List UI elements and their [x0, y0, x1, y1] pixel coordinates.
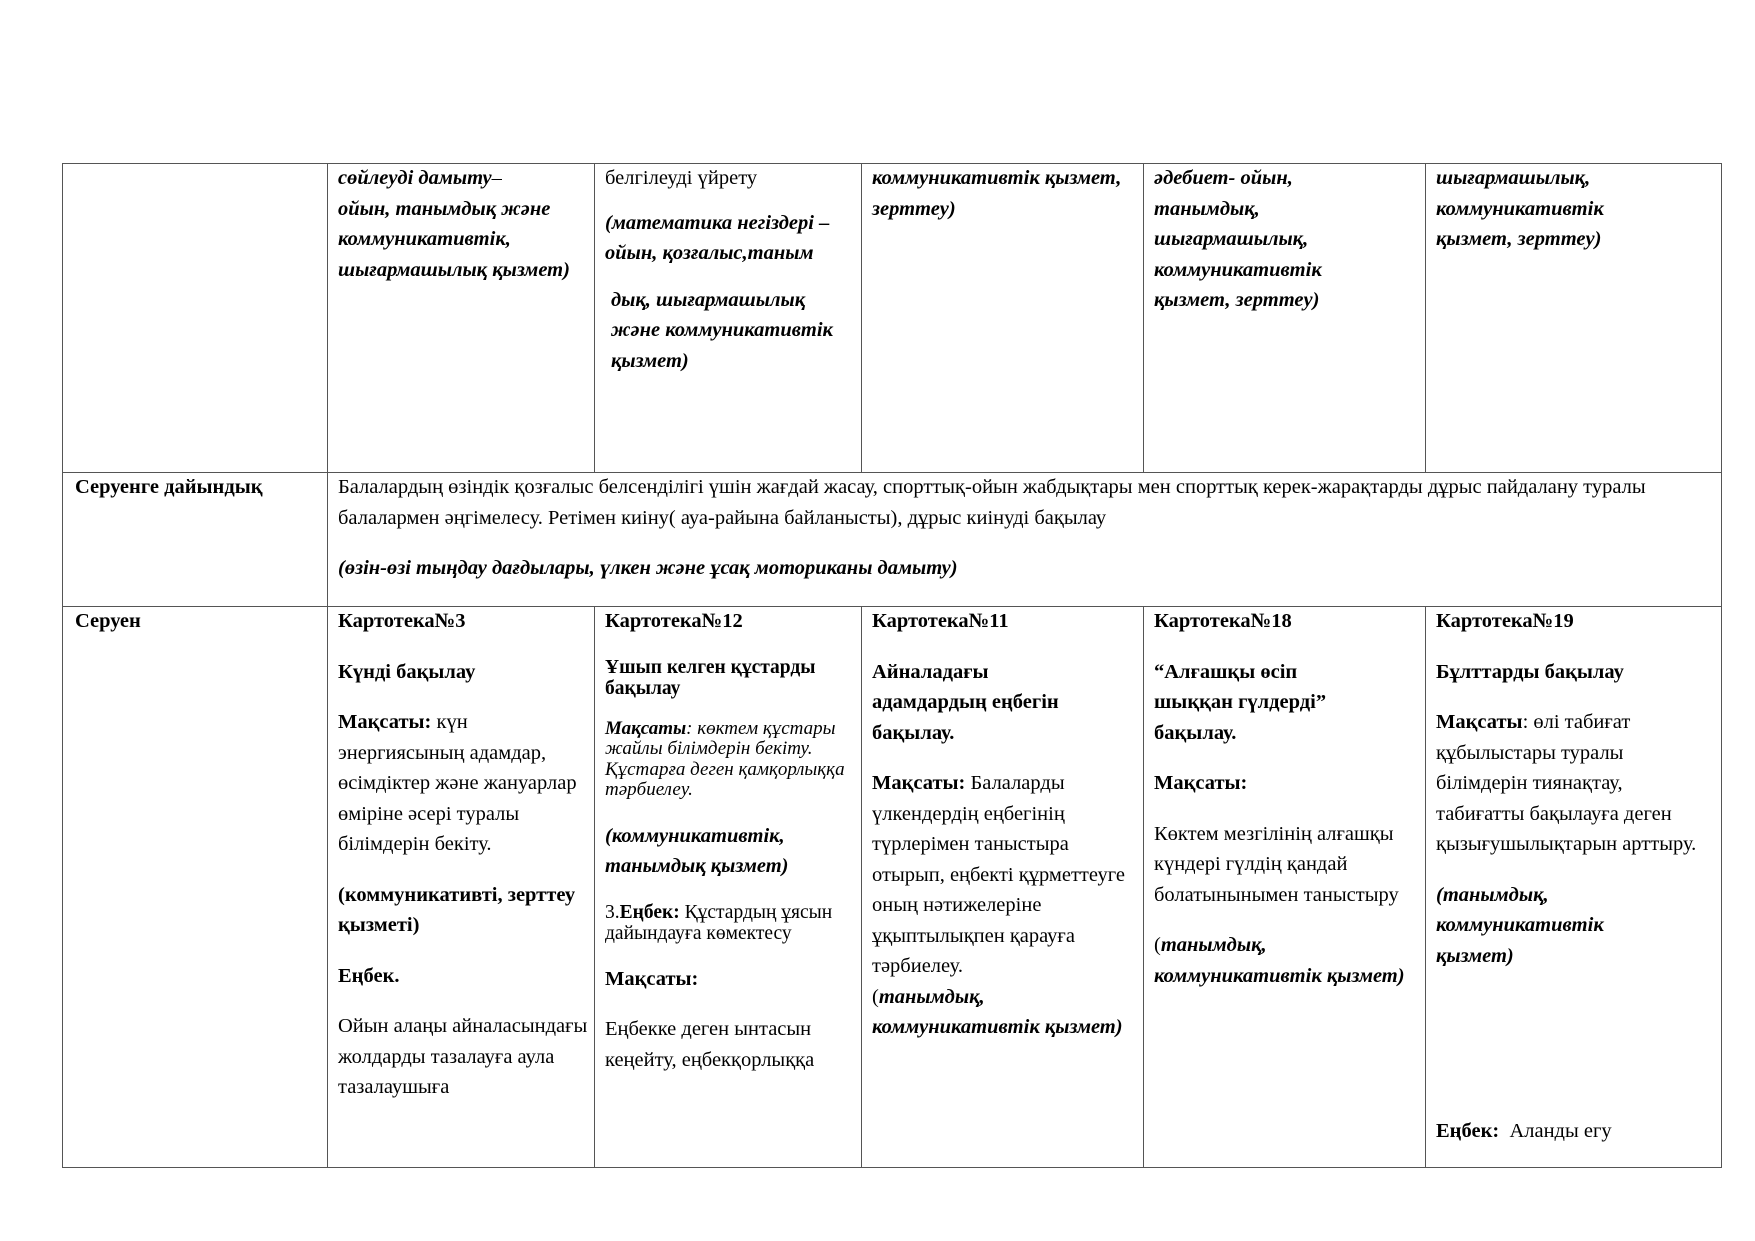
- column-divider: [327, 164, 328, 1167]
- row1-col1-cell: [338, 163, 588, 305]
- row3-col4-cell: [1154, 606, 1419, 1011]
- row3-label: Серуен: [75, 610, 141, 632]
- row3-col2-work-num: 3.: [605, 901, 620, 923]
- row1-col3-cell: [872, 163, 1137, 244]
- row3-col2-goal2: Еңбекке деген ынтасын кеңейту, еңбекқорлыққа: [605, 1018, 815, 1071]
- plan-table: [62, 163, 1722, 1168]
- row1-col1-activity: ойын, танымдық және коммуникативтік, шығармашылық қызмет): [338, 197, 570, 281]
- row3-col1-title: Күнді бақылау: [338, 660, 476, 683]
- row3-col5-title: Бұлттарды бақылау: [1436, 660, 1624, 683]
- row3-col5-work: Аланды егу: [1499, 1120, 1612, 1142]
- row3-col5-work-label: Еңбек:: [1436, 1120, 1500, 1142]
- row1-col5-text: шығармашылық, коммуникативтік қызмет, зерттеу): [1436, 167, 1604, 250]
- column-divider: [1143, 606, 1144, 1167]
- row3-col2-card: Картотека№12: [605, 610, 743, 632]
- row3-col2-goal: : көктем құстары жайлы білімдерін бекіту. Құстарға деген қамқорлыққа тәрбиелеу.: [605, 717, 845, 800]
- row3-col1-card: Картотека№3: [338, 610, 466, 632]
- column-divider: [594, 164, 595, 472]
- row3-col1-activity: (коммуникативті, зерттеу қызметі): [338, 883, 576, 936]
- column-divider: [1425, 164, 1426, 472]
- row2-text: Балалардың өзіндік қозғалыс белсенділігі үшін жағдай жасау, спорттық-ойын жабдықтары мен спорттық керек-жарақтарды дұрыс пайдалану туралы балалармен әңгімелесу. Ретімен киіну( ауа-райына байланысты), дұрыс киінуді бақылау: [338, 476, 1646, 529]
- row3-col4-goal: Көктем мезгілінің алғашқы күндері гүлдің қандай болатынынымен таныстыру: [1154, 822, 1399, 906]
- row3-col1-cell: [338, 606, 588, 1123]
- row3-col2-goal2-label: Мақсаты:: [605, 967, 699, 990]
- row3-col2-goal-label: Мақсаты: [605, 717, 687, 739]
- column-divider: [861, 606, 862, 1167]
- row1-col4-text: әдебиет- ойын, танымдық, шығармашылық, коммуникативтік қызмет, зерттеу): [1154, 167, 1322, 311]
- column-divider: [1425, 606, 1426, 1167]
- row3-col4-card: Картотека№18: [1154, 610, 1292, 632]
- row1-col3-text: коммуникативтік қызмет, зерттеу): [872, 167, 1122, 220]
- row1-col2-text: белгілеуді үйрету: [605, 167, 758, 189]
- row3-col5-goal: : өлі табиғат құбылыстары туралы білімдерін тиянақтау, табиғатты бақылауға деген қызығушылықтарын арттыру.: [1436, 711, 1697, 855]
- row3-col1-work: Ойын алаңы айналасындағы жолдарды тазалауға аула тазалаушыға: [338, 1015, 588, 1098]
- row3-col3-activity-open: (: [872, 985, 879, 1008]
- row2-note: (өзін-өзі тыңдау дағдылары, үлкен және ұсақ моториканы дамыту): [338, 557, 958, 579]
- row3-col5-card: Картотека№19: [1436, 610, 1574, 632]
- row3-col4-goal-label: Мақсаты:: [1154, 772, 1248, 794]
- row3-col2-title: Ұшып келген құстарды бақылау: [605, 656, 816, 699]
- row1-col1-dash: –: [491, 167, 502, 189]
- row2-text-cell: [338, 472, 1713, 604]
- column-divider: [861, 164, 862, 472]
- row3-col5-activity: (танымдық, коммуникативтік қызмет): [1436, 883, 1604, 967]
- row2-label: Серуенге дайындық: [75, 476, 263, 498]
- row3-col2-work: Құстардың ұясын дайындауға көмектесу: [605, 901, 833, 944]
- row3-col4-activity: танымдық, коммуникативтік қызмет): [1154, 934, 1405, 987]
- row3-col3-title: Айналадағы адамдардың еңбегін бақылау.: [872, 660, 1059, 744]
- row1-col2-cell: [605, 163, 855, 396]
- row3-col4-activity-open: (: [1154, 934, 1161, 956]
- row3-col3-goal-label: Мақсаты:: [872, 772, 966, 794]
- row3-col3-card: Картотека№11: [872, 610, 1009, 632]
- row3-col5-goal-label: Мақсаты: [1436, 711, 1523, 733]
- row3-col2-work-label: Еңбек:: [619, 901, 680, 923]
- row1-col2-activity: дық, шығармашылық және коммуникативтік қызмет): [611, 288, 833, 372]
- row1-col4-cell: [1154, 163, 1419, 336]
- row3-col2-activity: (коммуникативтік, танымдық қызмет): [605, 824, 789, 877]
- row3-col4-title: “Алғашқы өсіп шыққан гүлдерді” бақылау.: [1154, 660, 1327, 744]
- column-divider: [1143, 164, 1144, 472]
- column-divider: [594, 606, 595, 1167]
- row1-col1-topic: сөйлеуді дамыту: [338, 167, 492, 189]
- row3-col1-goal: күн энергиясының адамдар, өсімдіктер және жануарлар өміріне әсері туралы білімдерін бекіту.: [338, 711, 577, 855]
- row3-col3-activity: танымдық, коммуникативтік қызмет): [872, 985, 1123, 1038]
- row3-col5-cell: [1436, 606, 1716, 1142]
- row3-col3-cell: [872, 606, 1137, 1043]
- row3-col3-goal: Балаларды үлкендердің еңбегінің түрлерімен таныстыра отырып, еңбекті құрметтеуге оның нәтижелеріне ұқыптылықпен қарауға тәрбиелеу.: [872, 772, 1125, 977]
- row3-col2-cell: [605, 606, 855, 1095]
- row1-col5-cell: [1436, 163, 1696, 275]
- row3-col1-work-label: Еңбек.: [338, 964, 400, 987]
- row3-col1-goal-label: Мақсаты:: [338, 711, 432, 733]
- row1-col2-subject: (математика негіздері – ойын, қозғалыс,таным: [605, 211, 830, 264]
